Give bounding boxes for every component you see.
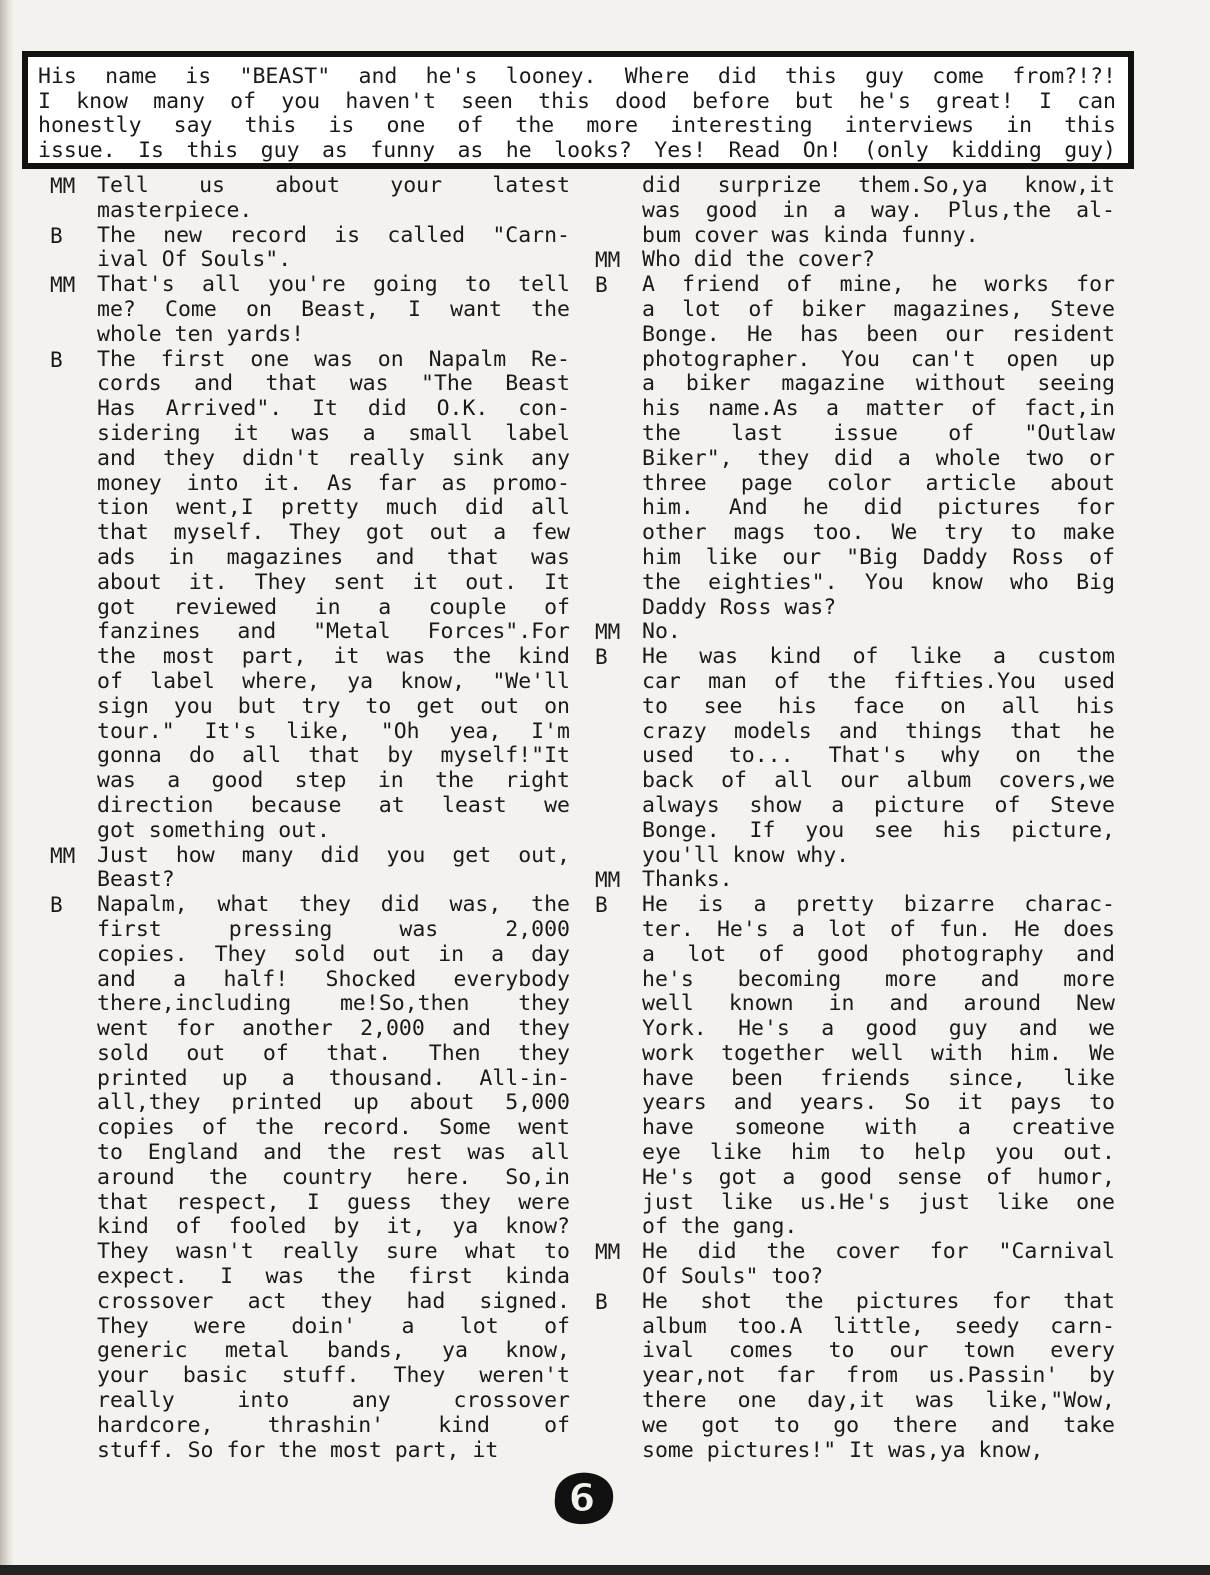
text-line: that respect, I guess they were [97, 1190, 570, 1215]
text-line: copies. They sold out in a day [97, 942, 570, 967]
interview-entry [595, 620, 1115, 645]
text-line: him. And he did pictures for [642, 496, 1115, 521]
interview-entry [595, 273, 1115, 620]
text-line: tion went,I pretty much did all [97, 496, 570, 521]
text-line: kind of fooled by it, ya know? [97, 1215, 570, 1240]
text-line: three page color article about [642, 471, 1115, 496]
text-line: gonna do all that by myself!"It [97, 744, 570, 769]
text-line: always show a picture of Steve [642, 793, 1115, 818]
text-line: a lot of biker magazines, Steve [642, 297, 1115, 322]
text-line: to see his face on all his [642, 694, 1115, 719]
speaker-label: B [50, 223, 63, 248]
text-line: Beast? [97, 868, 175, 893]
text-line: album too.A little, seedy carn- [642, 1314, 1115, 1339]
text-line: eye like him to help you out. [642, 1141, 1115, 1166]
page-number-badge [545, 1468, 619, 1528]
text-line: got reviewed in a couple of [97, 595, 570, 620]
text-line: ter. He's a lot of fun. He does [642, 917, 1115, 942]
entry-text [97, 893, 570, 1463]
text-line: masterpiece. [97, 198, 253, 223]
intro-line: His name is "BEAST" and he's looney. Where did this guy come from?!?! [38, 65, 1116, 89]
entry-text [642, 868, 1115, 893]
text-line: that myself. They got out a few [97, 521, 570, 546]
speaker-label: MM [50, 273, 76, 298]
speaker-label: B [50, 893, 63, 918]
text-line: your basic stuff. They weren't [97, 1364, 570, 1389]
speaker-label: MM [595, 620, 621, 645]
entry-text [97, 174, 570, 224]
text-line: He's got a good sense of humor, [642, 1165, 1115, 1190]
speaker-label: MM [595, 248, 621, 273]
text-line: sign you but try to get out on [97, 694, 570, 719]
text-line: and they didn't really sink any [97, 446, 570, 471]
text-line: there one day,it was like,"Wow, [642, 1389, 1115, 1414]
speaker-label [595, 174, 642, 248]
text-line: Who did the cover? [642, 248, 875, 273]
right-column [595, 174, 1115, 1463]
text-line: a lot of good photography and [642, 942, 1115, 967]
interview-entry [595, 248, 1115, 273]
text-line: was a good step in the right [97, 769, 570, 794]
text-line: money into it. As far as promo- [97, 471, 570, 496]
text-line: just like us.He's just like one [642, 1190, 1115, 1215]
text-line: used to... That's why on the [642, 744, 1115, 769]
text-line: crazy models and things that he [642, 719, 1115, 744]
text-line: No. [642, 620, 681, 645]
text-line: years and years. So it pays to [642, 1091, 1115, 1116]
text-line: first pressing was 2,000 [97, 917, 570, 942]
text-line: got something out. [97, 818, 330, 843]
speaker-label: MM [595, 1240, 621, 1265]
interview-entry [595, 174, 1115, 248]
text-line: stuff. So for the most part, it [97, 1438, 499, 1463]
interview-entry [50, 174, 570, 224]
text-line: other mags too. We try to make [642, 521, 1115, 546]
text-line: you'll know why. [642, 843, 850, 868]
text-line: and a half! Shocked everybody [97, 967, 570, 992]
text-line: tour." It's like, "Oh yea, I'm [97, 719, 570, 744]
interview-entry [595, 645, 1115, 868]
text-line: Tell us about your latest [97, 174, 570, 198]
entry-text [642, 248, 1115, 273]
entry-text [642, 174, 1115, 248]
text-line: The first one was on Napalm Re- [97, 347, 570, 372]
entry-text [642, 1240, 1115, 1290]
text-line: He did the cover for "Carnival [642, 1240, 1115, 1265]
text-line: crossover act they had signed. [97, 1289, 570, 1314]
text-line: They were doin' a lot of [97, 1314, 570, 1339]
text-line: we got to go there and take [642, 1413, 1115, 1438]
text-line: photographer. You can't open up [642, 347, 1115, 372]
entry-text [642, 620, 1115, 645]
intro-box [22, 51, 1134, 169]
speaker-label: MM [595, 868, 621, 893]
left-column [50, 174, 570, 1463]
text-line: Bonge. If you see his picture, [642, 818, 1115, 843]
entry-text [97, 273, 570, 347]
text-line: sidering it was a small label [97, 421, 570, 446]
text-line: back of all our album covers,we [642, 769, 1115, 794]
text-line: printed up a thousand. All-in- [97, 1066, 570, 1091]
page-number: 6 [568, 1476, 596, 1520]
text-line: He shot the pictures for that [642, 1289, 1115, 1314]
interview-entry [595, 893, 1115, 1240]
speaker-label: B [595, 893, 608, 918]
speaker-label: MM [50, 174, 76, 198]
interview-entry [50, 273, 570, 347]
entry-text [642, 893, 1115, 1240]
text-line: around the country here. So,in [97, 1165, 570, 1190]
text-line: work together well with him. We [642, 1041, 1115, 1066]
text-line: sold out of that. Then they [97, 1041, 570, 1066]
text-line: him like our "Big Daddy Ross of [642, 545, 1115, 570]
text-line: all,they printed up about 5,000 [97, 1091, 570, 1116]
text-line: did surprize them.So,ya know,it [642, 174, 1115, 198]
text-line: his name.As a matter of fact,in [642, 397, 1115, 422]
text-line: bum cover was kinda funny. [642, 223, 979, 248]
text-line: the last issue of "Outlaw [642, 421, 1115, 446]
text-line: A friend of mine, he works for [642, 273, 1115, 298]
speaker-label: MM [50, 843, 76, 868]
bottom-edge [0, 1565, 1210, 1575]
interview-entry [595, 1240, 1115, 1290]
text-line: generic metal bands, ya know, [97, 1339, 570, 1364]
text-line: ival comes to our town every [642, 1339, 1115, 1364]
text-line: he's becoming more and more [642, 967, 1115, 992]
text-line: well known in and around New [642, 992, 1115, 1017]
text-line: some pictures!" It was,ya know, [642, 1438, 1044, 1463]
text-line: was good in a way. Plus,the al- [642, 198, 1115, 223]
text-line: have someone with a creative [642, 1116, 1115, 1141]
text-line: went for another 2,000 and they [97, 1017, 570, 1042]
text-line: hardcore, thrashin' kind of [97, 1413, 570, 1438]
text-line: copies of the record. Some went [97, 1116, 570, 1141]
text-line: That's all you're going to tell [97, 273, 570, 298]
text-line: expect. I was the first kinda [97, 1265, 570, 1290]
entry-text [97, 348, 570, 844]
text-line: direction because at least we [97, 793, 570, 818]
intro-line: issue. Is this guy as funny as he looks? Yes! Read On! (only kidding guy) [38, 138, 1116, 163]
text-line: Bonge. He has been our resident [642, 322, 1115, 347]
text-line: whole ten yards! [97, 322, 305, 347]
speaker-label: B [50, 347, 63, 372]
text-line: of the gang. [642, 1215, 798, 1240]
text-line: me? Come on Beast, I want the [97, 297, 570, 322]
interview-entry [50, 844, 570, 894]
text-line: the eighties". You know who Big [642, 570, 1115, 595]
text-line: Daddy Ross was? [642, 595, 837, 620]
text-line: He was kind of like a custom [642, 645, 1115, 670]
text-line: have been friends since, like [642, 1066, 1115, 1091]
text-line: fanzines and "Metal Forces".For [97, 620, 570, 645]
interview-entry [50, 893, 570, 1463]
text-line: Thanks. [642, 868, 733, 893]
intro-line: I know many of you haven't seen this dood before but he's great! I can [38, 89, 1116, 114]
text-line: Has Arrived". It did O.K. con- [97, 397, 570, 422]
text-line: to England and the rest was all [97, 1141, 570, 1166]
text-line: cords and that was "The Beast [97, 372, 570, 397]
text-line: the most part, it was the kind [97, 645, 570, 670]
text-line: there,including me!So,then they [97, 992, 570, 1017]
text-line: Of Souls" too? [642, 1265, 824, 1290]
binding-edge [0, 0, 14, 1575]
interview-entry [595, 868, 1115, 893]
text-line: York. He's a good guy and we [642, 1017, 1115, 1042]
text-line: about it. They sent it out. It [97, 570, 570, 595]
text-line: really into any crossover [97, 1389, 570, 1414]
speaker-label: B [595, 1289, 608, 1314]
text-line: ival Of Souls". [97, 248, 292, 273]
interview-entry [50, 224, 570, 274]
text-line: Biker", they did a whole two or [642, 446, 1115, 471]
text-line: a biker magazine without seeing [642, 372, 1115, 397]
text-line: They wasn't really sure what to [97, 1240, 570, 1265]
text-line: ads in magazines and that was [97, 545, 570, 570]
text-line: The new record is called "Carn- [97, 223, 570, 248]
speaker-label: B [595, 273, 608, 298]
text-line: car man of the fifties.You used [642, 669, 1115, 694]
text-line: Napalm, what they did was, the [97, 893, 570, 918]
entry-text [642, 1290, 1115, 1464]
text-line: He is a pretty bizarre charac- [642, 893, 1115, 918]
entry-text [97, 844, 570, 894]
entry-text [642, 645, 1115, 868]
entry-text [642, 273, 1115, 620]
text-line: of label where, ya know, "We'll [97, 669, 570, 694]
text-line: Just how many did you get out, [97, 843, 570, 868]
interview-entry [595, 1290, 1115, 1464]
intro-line: honestly say this is one of the more interesting interviews in this [38, 114, 1116, 138]
text-line: year,not far from us.Passin' by [642, 1364, 1115, 1389]
interview-entry [50, 348, 570, 844]
speaker-label: B [595, 645, 608, 670]
entry-text [97, 224, 570, 274]
